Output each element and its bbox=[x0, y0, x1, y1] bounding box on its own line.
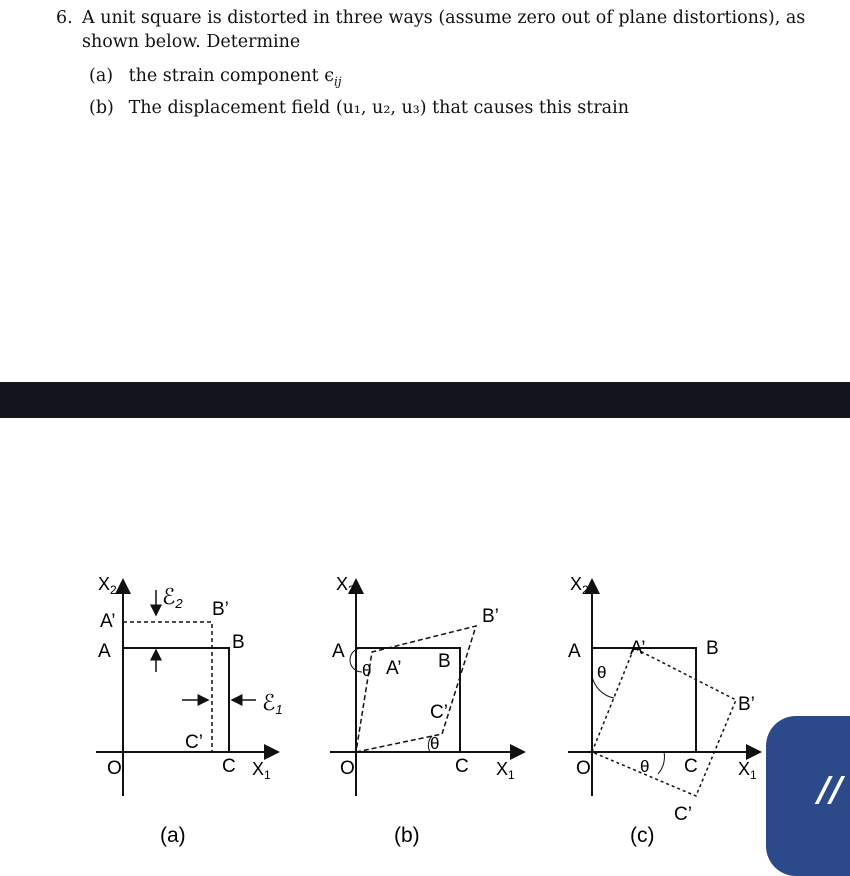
part-a bbox=[89, 64, 342, 94]
panel-c-theta1-label: θ bbox=[597, 663, 607, 682]
panel-c-Aprime-label: A’ bbox=[630, 638, 646, 659]
panel-c-A-label: A bbox=[568, 641, 581, 662]
panel-a-eps1-label: ℰ1 bbox=[262, 690, 283, 717]
panel-b-B-label: B bbox=[438, 651, 451, 672]
panel-a-x2-label: $X_2$ bbox=[98, 574, 117, 597]
dark-divider-band bbox=[0, 382, 850, 418]
panel-a-B-label: B bbox=[232, 632, 245, 653]
panel-b-origin-label: O bbox=[340, 758, 355, 779]
part-b-text: The displacement field (u₁, u₂, u₃) that causes this strain bbox=[128, 98, 629, 118]
panel-a-Cprime-label: C’ bbox=[185, 732, 203, 753]
panel-b-C-label: C bbox=[455, 756, 469, 777]
panel-b-A-label: A bbox=[332, 641, 345, 662]
panel-c-x1-label: $X_1$ bbox=[738, 759, 757, 782]
panel-b-theta1-label: θ bbox=[362, 661, 372, 680]
panel-a-origin-label: O bbox=[107, 758, 122, 779]
panel-c-theta2-arc bbox=[658, 752, 664, 774]
problem-text: A unit square is distorted in three ways (assume zero out of plane distortions), as shown below. Determine bbox=[82, 8, 806, 52]
panel-a-A-label: A bbox=[98, 641, 111, 662]
panel-b-theta2-label: θ bbox=[430, 734, 440, 753]
strain-figure bbox=[0, 560, 850, 864]
panel-b-Bprime-label: B’ bbox=[482, 606, 499, 627]
part-a-text: the strain component ϵ bbox=[128, 66, 335, 86]
panel-a-caption: (a) bbox=[160, 824, 186, 847]
panel-b bbox=[330, 574, 524, 847]
part-a-label: (a) bbox=[89, 66, 114, 86]
panel-a-eps2-label: ℰ2 bbox=[162, 584, 183, 611]
panel-b-x1-label: $X_1$ bbox=[496, 759, 515, 782]
panel-a-x1-label: $X_1$ bbox=[252, 759, 271, 782]
panel-c-x2-label: $X_2$ bbox=[570, 574, 589, 597]
part-b-label: (b) bbox=[89, 98, 114, 118]
panel-c-theta2-label: θ bbox=[640, 757, 650, 776]
panel-b-deformed-square bbox=[356, 626, 476, 752]
panel-c bbox=[568, 574, 760, 847]
part-b bbox=[89, 96, 629, 120]
panel-c-deformed-square bbox=[592, 648, 736, 796]
part-a-subscript: ij bbox=[334, 74, 342, 89]
panel-a-Bprime-label: B’ bbox=[212, 599, 229, 620]
panel-c-origin-label: O bbox=[576, 758, 591, 779]
panel-c-caption: (c) bbox=[630, 824, 655, 847]
panel-c-Bprime-label: B’ bbox=[738, 694, 755, 715]
panel-c-B-label: B bbox=[706, 638, 719, 659]
panel-b-Aprime-label: A’ bbox=[386, 658, 402, 679]
panel-a-Aprime-label: A’ bbox=[100, 611, 116, 632]
panel-a bbox=[96, 574, 283, 847]
pencil-icon[interactable]: // bbox=[818, 770, 843, 810]
problem-number: 6. bbox=[56, 8, 73, 28]
panel-a-original-square bbox=[123, 648, 229, 752]
panel-c-C-label: C bbox=[684, 756, 698, 777]
panel-b-Cprime-label: C’ bbox=[430, 702, 448, 723]
panel-b-caption: (b) bbox=[394, 824, 420, 847]
panel-c-original-square bbox=[592, 648, 696, 752]
panel-b-x2-label: $X_2$ bbox=[336, 574, 355, 597]
panel-c-Cprime-label: C’ bbox=[674, 804, 692, 825]
panel-a-C-label: C bbox=[222, 756, 236, 777]
